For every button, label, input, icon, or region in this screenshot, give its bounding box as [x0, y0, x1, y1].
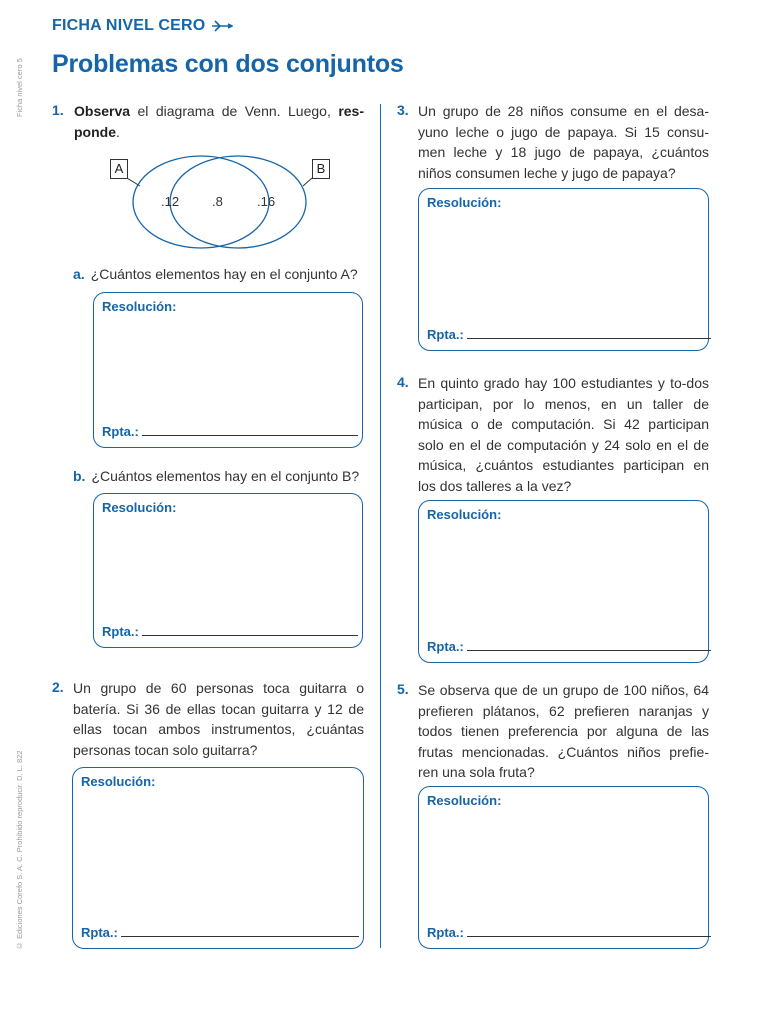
- answer-box-1b[interactable]: [93, 493, 363, 648]
- keyword-responde: res-ponde: [74, 103, 364, 140]
- question-number: 3.: [397, 102, 409, 118]
- question-5: 5. Se observa que de un grupo de 100 niños, 64 prefieren plátanos, 62 prefieren naranjas y todos tienen preferencia por alguna de las frutas mencionadas. ¿Cuántos niños prefie-ren una sola fruta?: [397, 681, 709, 780]
- section-label: FICHA NIVEL CERO: [52, 17, 233, 35]
- region-intersection: .8: [212, 194, 223, 209]
- margin-note-top: Ficha nivel cero 5: [15, 58, 24, 117]
- answer-box-5[interactable]: [418, 786, 709, 949]
- set-b-label: B: [312, 159, 330, 179]
- answer-line[interactable]: [142, 435, 358, 436]
- rpta-field[interactable]: Rpta.:: [81, 925, 359, 940]
- rpta-field[interactable]: Rpta.:: [427, 925, 711, 940]
- keyword-observa: Observa: [74, 103, 131, 119]
- question-2: 2. Un grupo de 60 personas toca guitarra o batería. Si 36 de ellas tocan guitarra y 12 de ellas tocan ambos instrumentos, ¿cuántas personas tocan solo guitarra?: [52, 679, 364, 758]
- question-1: 1. Observa el diagrama de Venn. Luego, res-ponde.: [52, 102, 364, 140]
- answer-box-2[interactable]: [72, 767, 364, 949]
- answer-line[interactable]: [121, 936, 359, 937]
- answer-line[interactable]: [467, 936, 711, 937]
- answer-line[interactable]: [467, 338, 711, 339]
- answer-box-3[interactable]: [418, 188, 709, 351]
- margin-note-copyright: © Ediciones Corefo S. A. C. Prohibido reproducir. D. L. 822: [15, 750, 24, 950]
- dart-icon: [211, 19, 233, 33]
- resolucion-label: Resolución:: [427, 195, 502, 210]
- rpta-field[interactable]: Rpta.:: [427, 639, 711, 654]
- answer-box-4[interactable]: [418, 500, 709, 663]
- rpta-field[interactable]: Rpta.:: [102, 424, 358, 439]
- question-number: 1.: [52, 102, 64, 118]
- set-a-label: A: [110, 159, 128, 179]
- question-number: 5.: [397, 681, 409, 697]
- page-title: Problemas con dos conjuntos: [52, 50, 404, 78]
- question-number: 2.: [52, 679, 64, 695]
- answer-line[interactable]: [142, 635, 358, 636]
- question-number: 4.: [397, 374, 409, 390]
- column-divider: [380, 104, 381, 948]
- region-only-a: .12: [161, 194, 180, 209]
- rpta-field[interactable]: Rpta.:: [102, 624, 358, 639]
- resolucion-label: Resolución:: [427, 507, 502, 522]
- question-1a: a. ¿Cuántos elementos hay en el conjunto A?: [73, 266, 358, 282]
- question-3: 3. Un grupo de 28 niños consume en el desa-yuno leche o jugo de papaya. Si 15 consu-men leche y 18 jugo de papaya, ¿cuántos niños consumen leche y jugo de papaya?: [397, 102, 709, 181]
- rpta-field[interactable]: Rpta.:: [427, 327, 711, 342]
- answer-line[interactable]: [467, 650, 711, 651]
- resolucion-label: Resolución:: [102, 500, 177, 515]
- answer-box-1a[interactable]: [93, 292, 363, 448]
- resolucion-label: Resolución:: [427, 793, 502, 808]
- region-only-b: .16: [257, 194, 276, 209]
- question-1b: b. ¿Cuántos elementos hay en el conjunto B?: [73, 468, 360, 484]
- question-4: 4. En quinto grado hay 100 estudiantes y to-dos participan, por lo menos, en un taller de música o de computación. Si 42 participan solo en el de computación y 24 solo en el de música, ¿cuántos estudiantes participan en los dos talleres a la vez?: [397, 374, 709, 494]
- resolucion-label: Resolución:: [81, 774, 156, 789]
- resolucion-label: Resolución:: [102, 299, 177, 314]
- venn-diagram: [100, 150, 340, 260]
